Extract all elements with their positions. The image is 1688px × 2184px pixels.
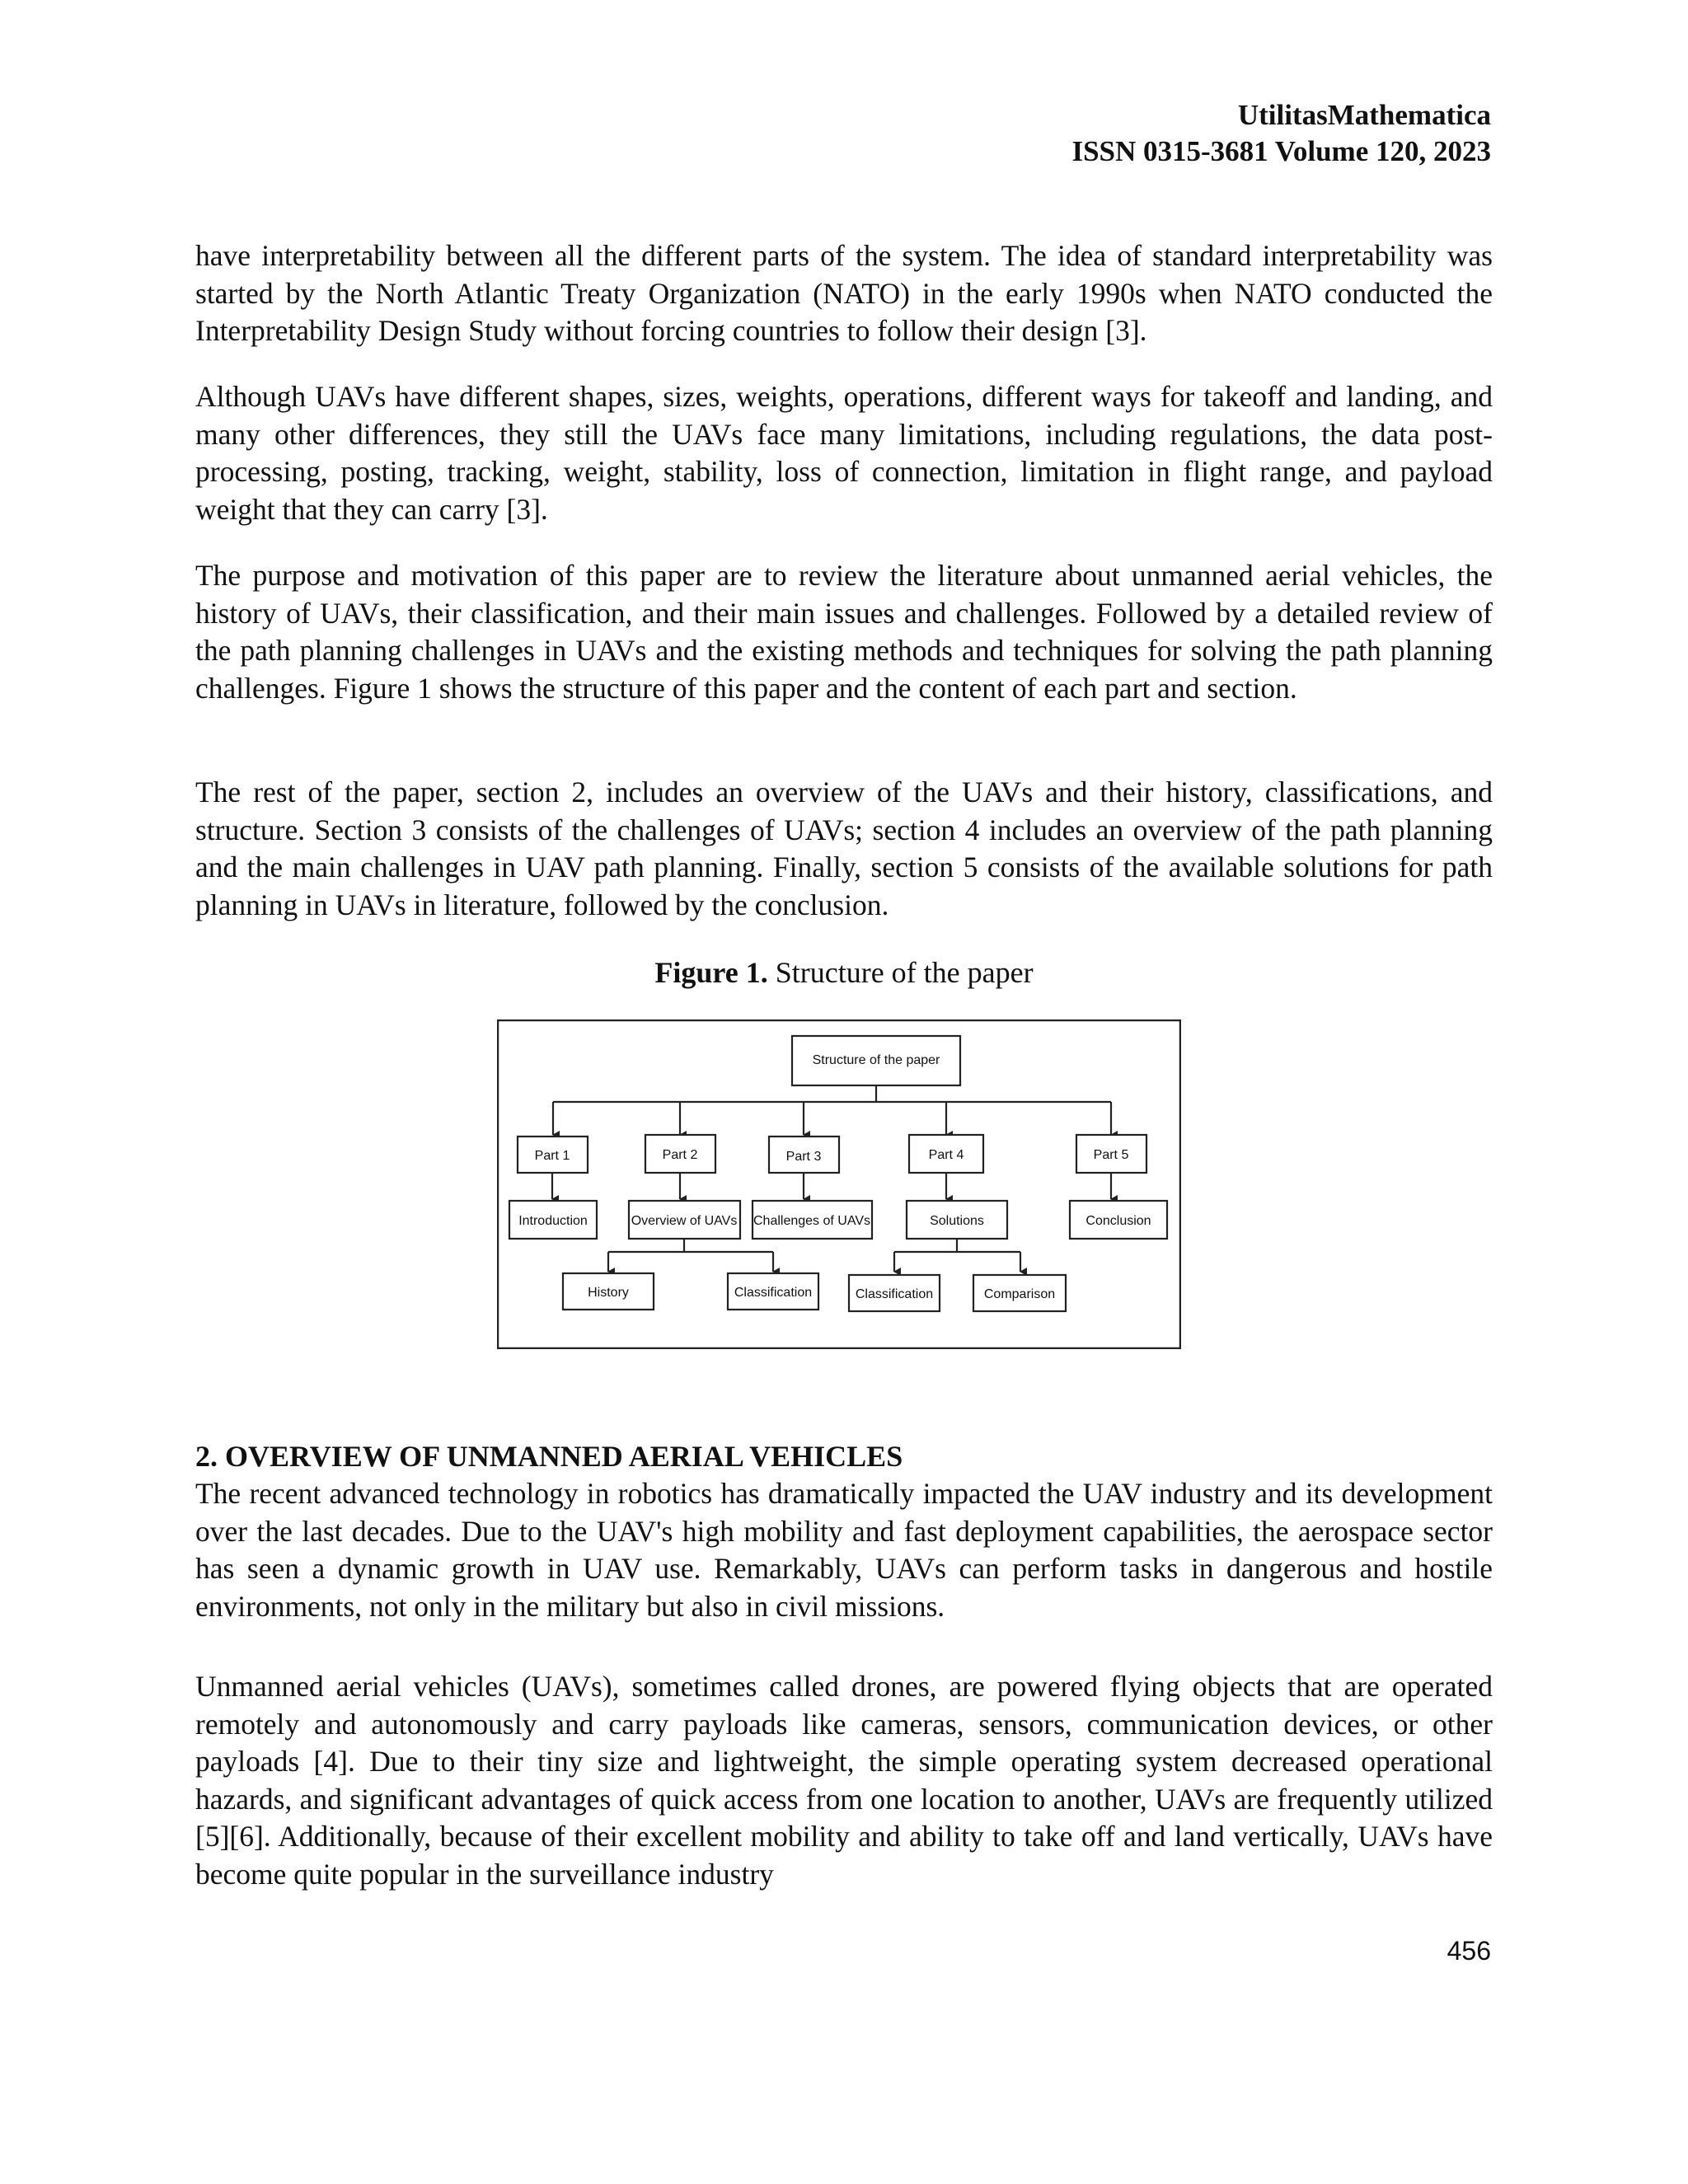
node-conclusion-label: Conclusion	[1085, 1214, 1151, 1228]
figure-caption-text: Structure of the paper	[775, 956, 1034, 989]
node-introduction-label: Introduction	[518, 1214, 588, 1228]
node-challenges-label: Challenges of UAVs	[753, 1214, 870, 1228]
paragraph-3: The purpose and motivation of this paper are to review the literature about unmanned aerial vehicles, the history of UAVs, their classification, and their main issues and challenges. Followed by a detailed review of the path planning challenges in UAVs and the existing methods and techniques for solving the path planning challenges. Figure 1 shows the structure of this paper and the content of each part and section.	[195, 559, 1493, 705]
node-comparison-label: Comparison	[983, 1287, 1056, 1301]
paragraph-4: The rest of the paper, section 2, includes an overview of the UAVs and their history, classifications, and structure. Section 3 consists of the challenges of UAVs; section 4 includes an overview of the path planning and the main challenges in UAV path planning. Finally, section 5 consists of the available solutions for path planning in UAVs in literature, followed by the conclusion.	[195, 776, 1493, 921]
journal-title: UtilitasMathematica	[1237, 99, 1491, 131]
paragraph-1: have interpretability between all the different parts of the system. The idea of standard interpretability was started by the North Atlantic Treaty Organization (NATO) in the early 1990s when NATO conducted the Interpretability Design Study without forcing countries to follow their design [3].	[195, 239, 1493, 347]
section2-paragraph-2: Unmanned aerial vehicles (UAVs), sometimes called drones, are powered flying objects that are operated remotely and autonomously and carry payloads like cameras, sensors, communication devices, or other payloads [4]. Due to their tiny size and lightweight, the simple operating system decreased operational hazards, and significant advantages of quick access from one location to another, UAVs are frequently utilized [5][6]. Additionally, because of their excellent mobility and ability to take off and land vertically, UAVs have become quite popular in the surveillance industry	[195, 1670, 1493, 1891]
node-part3-label: Part 3	[785, 1150, 822, 1164]
section2-paragraph-1: The recent advanced technology in robotics has dramatically impacted the UAV industry and its development over the last decades. Due to the UAV's high mobility and fast deployment capabilities, the aerospace sector has seen a dynamic growth in UAV use. Remarkably, UAVs can perform tasks in dangerous and hostile environments, not only in the military but also in civil missions.	[195, 1477, 1493, 1623]
node-part4-label: Part 4	[928, 1148, 964, 1162]
node-solutions-label: Solutions	[930, 1214, 984, 1228]
node-root-label: Structure of the paper	[812, 1053, 940, 1067]
node-part1-label: Part 1	[534, 1149, 570, 1163]
paragraph-2: Although UAVs have different shapes, sizes, weights, operations, different ways for takeoff and landing, and many other differences, they still the UAVs face many limitations, including regulations, the data post-processing, posting, tracking, weight, stability, loss of connection, limitation in flight range, and payload weight that they can carry [3].	[195, 380, 1493, 526]
section-heading: 2. OVERVIEW OF UNMANNED AERIAL VEHICLES	[195, 1440, 903, 1473]
node-part2-label: Part 2	[662, 1148, 698, 1162]
journal-issn: ISSN 0315-3681 Volume 120, 2023	[1071, 135, 1491, 167]
figure-caption	[0, 954, 1688, 991]
figure-label: Figure 1.	[654, 956, 768, 989]
node-history-label: History	[588, 1286, 629, 1300]
node-part5-label: Part 5	[1093, 1148, 1129, 1162]
structure-diagram	[497, 1019, 1181, 1349]
node-classification-1-label: Classification	[734, 1286, 813, 1300]
page-number: 456	[1447, 1936, 1491, 1966]
node-classification-2-label: Classification	[855, 1287, 934, 1301]
node-overview-label: Overview of UAVs	[631, 1214, 738, 1228]
